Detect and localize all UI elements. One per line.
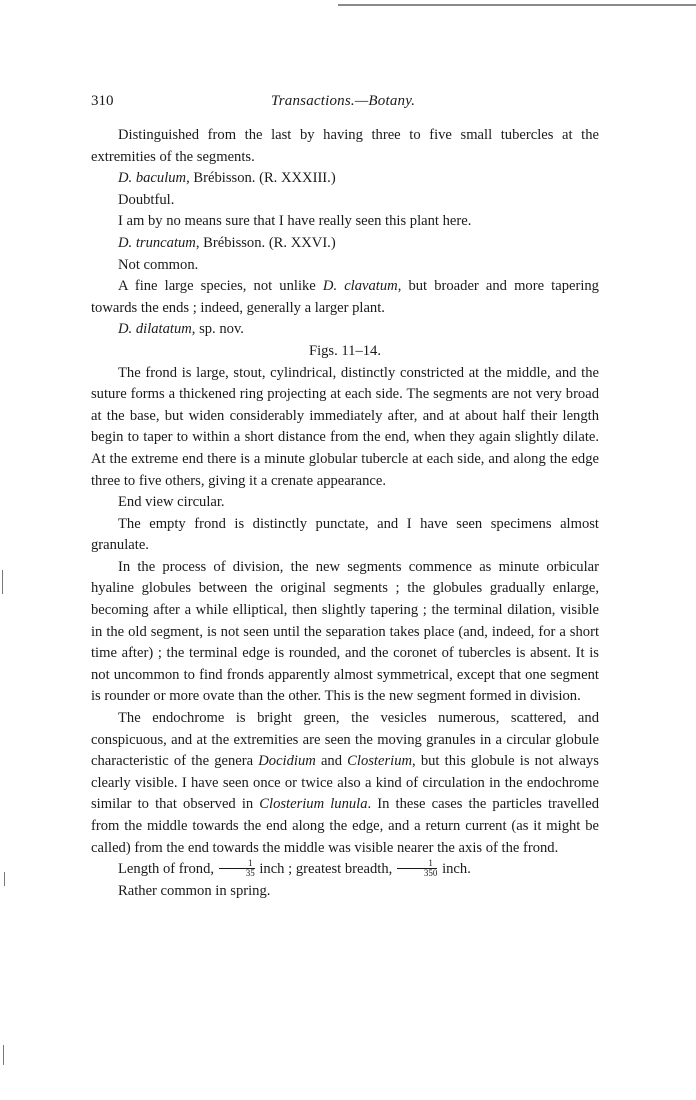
italic-name: D. clavatum [322, 278, 398, 295]
fraction-denominator: 350 [423, 868, 438, 879]
margin-mark [2, 570, 3, 594]
page-header [91, 93, 599, 115]
body-text [91, 125, 599, 902]
paragraph: Rather common in spring. [118, 882, 271, 899]
paragraph [91, 708, 599, 859]
italic-name: Docidium [258, 753, 316, 770]
italic-name: Closterium [347, 753, 413, 770]
fraction [219, 859, 255, 878]
text-run: and [315, 753, 348, 770]
paragraph [91, 168, 599, 190]
paragraph: In the process of division, the new segments commence as minute orbicular hyaline globules between the original segments ; the globules gradually enlarge, becoming after a while elliptical, then slightly tapering ; the terminal dilation, visible in the old segment, is not seen until the separation takes place (and, indeed, for a short time after) ; the terminal edge is rounded, and the coronet of tubercles is absent. It is not uncommon to find fronds apparently almost symmetrical, except that one segment is rounder or more ovate than the other. This is the new segment formed in division. [91, 558, 599, 705]
paragraph: The frond is large, stout, cylindrical, distinctly constricted at the middle, and the suture forms a thickened ring projecting at each side. The segments are not very broad at the base, but widen considerably immediately after, and at about half their length begin to taper to within a short distance from the end, when they again slightly dilate. At the extreme end there is a minute globular tubercle at each side, and along the edge three to five others, giving it a crenate appearance. [91, 364, 599, 489]
paragraph: Doubtful. [118, 191, 175, 208]
paragraph: End view circular. [118, 494, 225, 511]
text-run: inch ; greatest breadth, [255, 861, 396, 878]
text-run: inch. [438, 861, 471, 878]
italic-name: D. dilatatum [118, 321, 192, 338]
text-run: , sp. nov. [191, 321, 244, 338]
paragraph [91, 276, 599, 319]
text-run: Length of frond, [118, 861, 218, 878]
fraction [397, 859, 438, 878]
text-run: , but broader and more tapering towards the ends ; indeed, generally a larger plant. [91, 278, 599, 316]
paragraph: Distinguished from the last by having three to five small tubercles at the extremities of the segments. [91, 127, 599, 165]
text-run: , Brébisson. (R. XXVI.) [195, 234, 336, 251]
text-run: , but this globule is not always clearly visible. I have seen once or twice also a kind of circulation in the endochrome similar to that observed in [91, 753, 599, 813]
page-number: 310 [91, 93, 114, 109]
margin-mark [4, 872, 5, 886]
fraction-denominator: 35 [245, 868, 255, 879]
text-run: A fine large species, not unlike [118, 278, 323, 295]
paragraph: I am by no means sure that I have really seen this plant here. [118, 213, 472, 230]
running-head: Transactions.—Botany. [271, 93, 416, 109]
italic-name: Closterium lunula [259, 796, 368, 813]
italic-name: D. truncatum [118, 234, 196, 251]
fraction-numerator: 1 [397, 859, 438, 869]
paragraph: The empty frond is distinctly punctate, and I have seen specimens almost granulate. [91, 515, 599, 554]
paragraph [91, 319, 599, 341]
text-run: . In these cases the particles travelled from the middle towards the end along the edge, and a return current (as it might be called) from the end towards the middle was visible nearer the axis of the frond. [91, 796, 600, 856]
margin-mark [3, 1045, 4, 1065]
paragraph: Not common. [118, 256, 199, 273]
text-run: , Brébisson. (R. XXXIII.) [186, 170, 336, 187]
italic-name: D. baculum [118, 170, 187, 187]
text-run: The endochrome is bright green, the vesicles numerous, scattered, and conspicuous, and at the extremities are seen the moving granules in a circular globule characteristic of the genera [91, 710, 599, 770]
figure-reference: Figs. 11–14. [308, 342, 382, 359]
top-rule [338, 4, 696, 6]
fraction-numerator: 1 [219, 859, 255, 869]
paragraph [91, 859, 599, 881]
paragraph [91, 233, 599, 255]
